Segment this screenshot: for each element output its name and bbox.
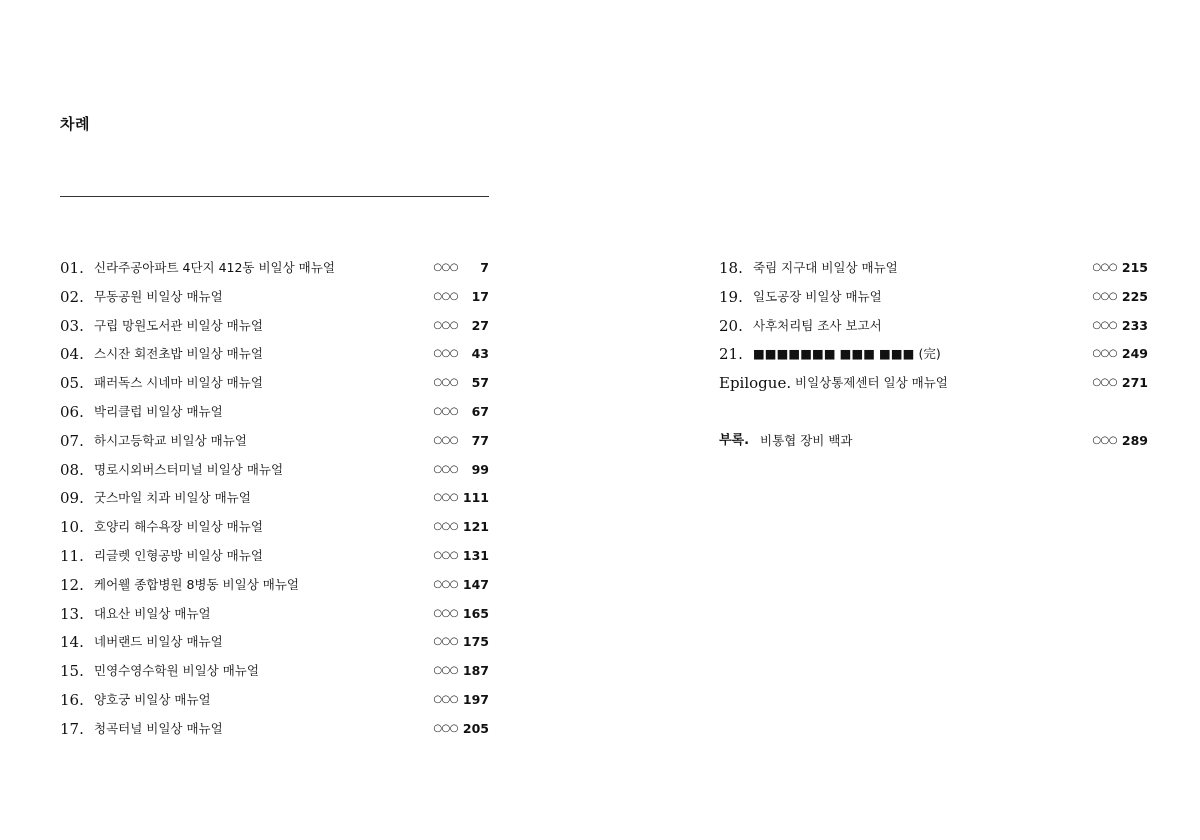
- page-number: 77: [471, 432, 489, 448]
- entry-number: 02.: [60, 287, 84, 306]
- dots-leader: ○○○: [433, 521, 458, 533]
- entry-title: ■■■■■■■ ■■■ ■■■ (完): [753, 346, 941, 362]
- toc-entry[interactable]: [60, 430, 489, 459]
- page-number: 215: [1121, 260, 1148, 275]
- dots-leader: ○○○: [433, 693, 458, 705]
- toc-entry[interactable]: [60, 689, 489, 718]
- dots-leader: ○○○: [1092, 262, 1117, 273]
- dots-leader: ○○○: [433, 405, 458, 417]
- toc-left-column: [60, 257, 489, 747]
- entry-number: 12.: [60, 575, 84, 594]
- entry-number: 11.: [60, 546, 84, 565]
- dots-leader: ○○○: [433, 578, 458, 590]
- toc-entry[interactable]: [60, 487, 489, 516]
- page-number: 249: [1121, 346, 1148, 362]
- entry-title: 무동공원 비일상 매뉴얼: [94, 288, 223, 304]
- dots-leader: ○○○: [433, 463, 458, 475]
- toc-entry[interactable]: [60, 718, 489, 747]
- toc-entry[interactable]: [60, 372, 489, 401]
- toc-entry[interactable]: [60, 343, 489, 372]
- toc-entry[interactable]: [60, 401, 489, 430]
- entry-number: 17.: [60, 719, 84, 738]
- entry-title: 양호궁 비일상 매뉴얼: [94, 691, 211, 707]
- entry-number: 20.: [719, 316, 743, 335]
- dots-leader: ○○○: [1092, 348, 1117, 360]
- entry-title: 굿스마일 치과 비일상 매뉴얼: [94, 490, 251, 506]
- toc-entry-appendix[interactable]: [719, 430, 1148, 459]
- entry-title: 청곡터널 비일상 매뉴얼: [94, 720, 223, 736]
- toc-entry[interactable]: [60, 516, 489, 545]
- dots-leader: ○○○: [433, 665, 458, 677]
- dots-leader: ○○○: [433, 722, 458, 734]
- toc-entry[interactable]: [719, 343, 1148, 372]
- entry-title: 사후처리팀 조사 보고서: [753, 317, 882, 333]
- dots-leader: ○○○: [1092, 377, 1117, 389]
- entry-title: 케어웰 종합병원 8병동 비일상 매뉴얼: [94, 576, 299, 592]
- entry-number: 21.: [719, 345, 743, 364]
- toc-heading: 차례: [60, 115, 90, 133]
- dots-leader: ○○○: [433, 607, 458, 619]
- entry-number: 16.: [60, 690, 84, 709]
- entry-title: 패러독스 시네마 비일상 매뉴얼: [94, 375, 263, 391]
- dots-leader: ○○○: [433, 377, 458, 389]
- entry-title: 박리클럽 비일상 매뉴얼: [94, 403, 223, 419]
- dots-leader: ○○○: [433, 348, 458, 360]
- entry-number: 13.: [60, 604, 84, 623]
- entry-title: 대요산 비일상 매뉴얼: [94, 605, 211, 621]
- page-number: 225: [1121, 288, 1148, 304]
- toc-entry[interactable]: [60, 459, 489, 488]
- page-number: 147: [462, 576, 489, 592]
- entry-title: 신라주공아파트 4단지 412동 비일상 매뉴얼: [94, 260, 335, 275]
- entry-number: 10.: [60, 518, 84, 537]
- entry-title: 비통협 장비 백과: [760, 432, 853, 448]
- toc-entry[interactable]: [60, 545, 489, 574]
- entry-title: 비일상통제센터 일상 매뉴얼: [795, 375, 948, 391]
- toc-right-column: [719, 257, 1148, 459]
- entry-title: 구립 망원도서관 비일상 매뉴얼: [94, 317, 263, 333]
- page-number: 27: [471, 317, 489, 333]
- entry-title: 명로시외버스터미널 비일상 매뉴얼: [94, 461, 284, 477]
- toc-entry[interactable]: [60, 315, 489, 344]
- section-spacer: [719, 401, 1148, 430]
- entry-title: 죽림 지구대 비일상 매뉴얼: [753, 260, 898, 275]
- entry-number: 14.: [60, 633, 84, 652]
- page-number: 131: [462, 547, 489, 563]
- dots-leader: ○○○: [1092, 290, 1117, 302]
- dots-leader: ○○○: [1092, 319, 1117, 331]
- entry-number: 15.: [60, 662, 84, 681]
- entry-number: 18.: [719, 259, 743, 277]
- page-number: 289: [1121, 432, 1148, 448]
- entry-number: 19.: [719, 287, 743, 306]
- page-number: 99: [471, 461, 489, 477]
- page-number: 271: [1121, 375, 1148, 391]
- entry-title: 민영수영수학원 비일상 매뉴얼: [94, 663, 259, 679]
- toc-entry[interactable]: [60, 660, 489, 689]
- page-number: 197: [462, 691, 489, 707]
- entry-title: 하시고등학교 비일상 매뉴얼: [94, 432, 247, 448]
- page-number: 165: [462, 605, 489, 621]
- entry-number: 부록.: [719, 432, 750, 448]
- page-number: 111: [462, 490, 489, 506]
- page-number: 187: [462, 663, 489, 679]
- toc-entry[interactable]: [60, 257, 489, 286]
- dots-leader: ○○○: [433, 262, 458, 273]
- entry-title: 네버랜드 비일상 매뉴얼: [94, 634, 223, 650]
- dots-leader: ○○○: [433, 290, 458, 302]
- dots-leader: ○○○: [433, 636, 458, 648]
- dots-leader: ○○○: [433, 319, 458, 331]
- toc-entry[interactable]: [719, 286, 1148, 315]
- entry-number: 06.: [60, 402, 84, 421]
- page-number: 43: [471, 346, 489, 362]
- page-number: 175: [462, 634, 489, 650]
- dots-leader: ○○○: [433, 549, 458, 561]
- entry-title: 일도공장 비일상 매뉴얼: [753, 288, 882, 304]
- toc-entry-epilogue[interactable]: [719, 372, 1148, 401]
- toc-entry[interactable]: [60, 286, 489, 315]
- entry-title: 스시잔 회전초밥 비일상 매뉴얼: [94, 346, 263, 362]
- entry-number: 09.: [60, 489, 84, 508]
- page-number: 17: [471, 288, 489, 304]
- entry-number: 03.: [60, 316, 84, 335]
- entry-title: 리글렛 인형공방 비일상 매뉴얼: [94, 547, 263, 563]
- page-number: 7: [480, 260, 489, 275]
- toc-entry[interactable]: [60, 631, 489, 660]
- entry-number: 07.: [60, 431, 84, 450]
- entry-number: Epilogue.: [719, 374, 792, 393]
- entry-number: 05.: [60, 374, 84, 393]
- entry-number: 04.: [60, 345, 84, 364]
- entry-number: 01.: [60, 259, 84, 277]
- page-number: 57: [471, 375, 489, 391]
- toc-entry[interactable]: [719, 315, 1148, 344]
- entry-number: 08.: [60, 460, 84, 479]
- page-number: 67: [471, 403, 489, 419]
- page-number: 233: [1121, 317, 1148, 333]
- toc-entry[interactable]: [719, 257, 1148, 286]
- dots-leader: ○○○: [433, 492, 458, 504]
- entry-title: 호양리 해수욕장 비일상 매뉴얼: [94, 519, 263, 535]
- page-number: 121: [462, 519, 489, 535]
- dots-leader: ○○○: [1092, 434, 1117, 446]
- heading-divider: [60, 196, 489, 197]
- dots-leader: ○○○: [433, 434, 458, 446]
- page-number: 205: [462, 720, 489, 736]
- toc-entry[interactable]: [60, 574, 489, 603]
- toc-entry[interactable]: [60, 603, 489, 632]
